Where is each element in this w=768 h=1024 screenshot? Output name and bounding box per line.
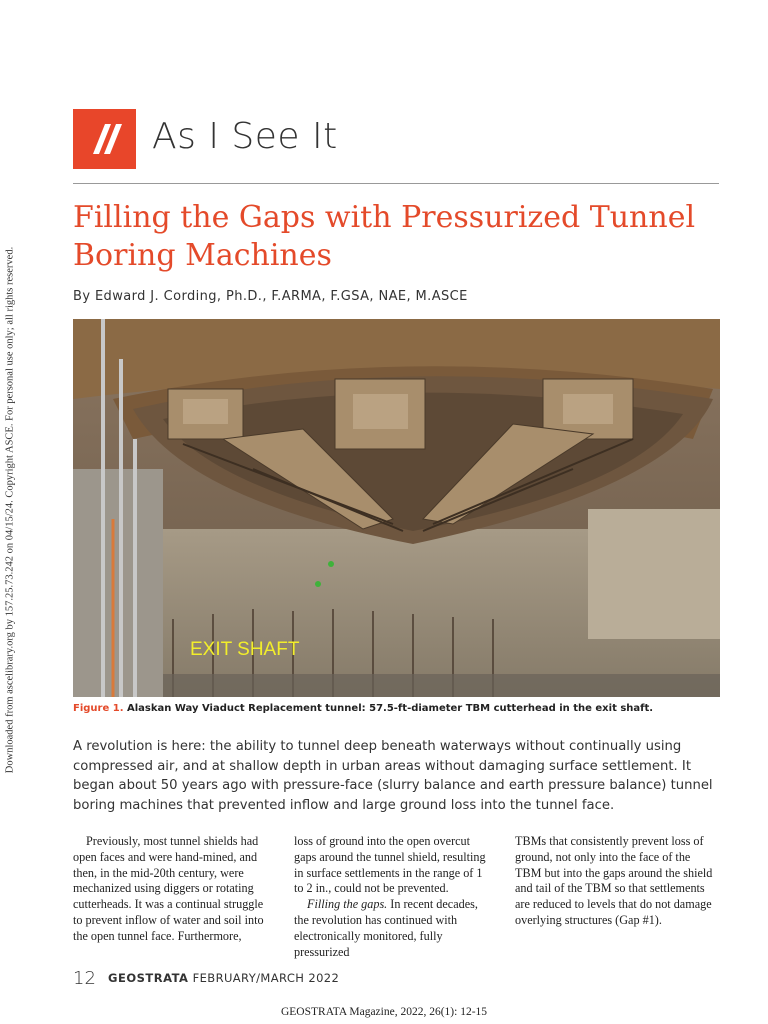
page-number: 12 [73,968,96,989]
paragraph [294,897,492,960]
article-byline: By Edward J. Cording, Ph.D., F.ARMA, F.GSA, NAE, M.ASCE [73,289,468,304]
tbm-cutterhead-illustration [73,319,720,697]
header-divider [73,183,719,184]
paragraph-text: In recent decades, the revolution has continued with electronically monitored, fully pressurized [294,897,478,959]
figure-photo [73,319,720,697]
subhead-inline: Filling the gaps. [307,897,388,912]
article-lede: A revolution is here: the ability to tunnel deep beneath waterways without continually using compressed air, and at shallow depth in urban areas without damaging surface settlement. It began about 50 years ago with pressure-face (slurry balance and earth pressure balance) tunnel boring machines that prevented inflow and large ground loss into the tunnel face. [73,739,713,813]
exit-shaft-label: EXIT SHAFT [190,639,300,660]
article-headline: Filling the Gaps with Pressurized Tunnel Boring Machines [73,200,696,273]
body-column-1 [73,834,271,945]
body-column-3 [515,834,713,929]
page-footer [73,968,339,989]
issue-date: FEBRUARY/MARCH 2022 [192,971,340,985]
paragraph: loss of ground into the open overcut gaps around the tunnel shield, resulting in surface settlements in the range of 1 to 2 in., could not be prevented. [294,834,486,896]
section-title: As I See It [152,116,338,157]
figure-caption-label: Figure 1. [73,703,124,714]
double-slash-icon [73,109,136,169]
paragraph: TBMs that consistently prevent loss of ground, not only into the face of the TBM but into the gaps around the shield and tail of the TBM so that settlements are reduced to levels that do not damage overlying structures (Gap #1). [515,834,713,927]
paragraph: Previously, most tunnel shields had open faces and were hand-mined, and then, in the mid-20th century, were mechanized using diggers or rotating cutterheads. It was a continual struggle to prevent inflow of water and soil into the open tunnel face. Furthermore, [73,834,264,943]
figure-caption [73,703,723,714]
section-logo [73,109,136,169]
download-notice-text: Downloaded from ascelibrary.org by 157.25.73.242 on 04/15/24. Copyright ASCE. For personal use only; all rights reserved. [4,246,16,774]
download-notice [0,245,20,775]
figure-caption-text: Alaskan Way Viaduct Replacement tunnel: 57.5-ft-diameter TBM cutterhead in the exit shaft. [126,703,654,714]
magazine-name: GEOSTRATA [108,971,189,985]
body-column-2 [294,834,492,960]
citation: GEOSTRATA Magazine, 2022, 26(1): 12-15 [280,1006,488,1018]
